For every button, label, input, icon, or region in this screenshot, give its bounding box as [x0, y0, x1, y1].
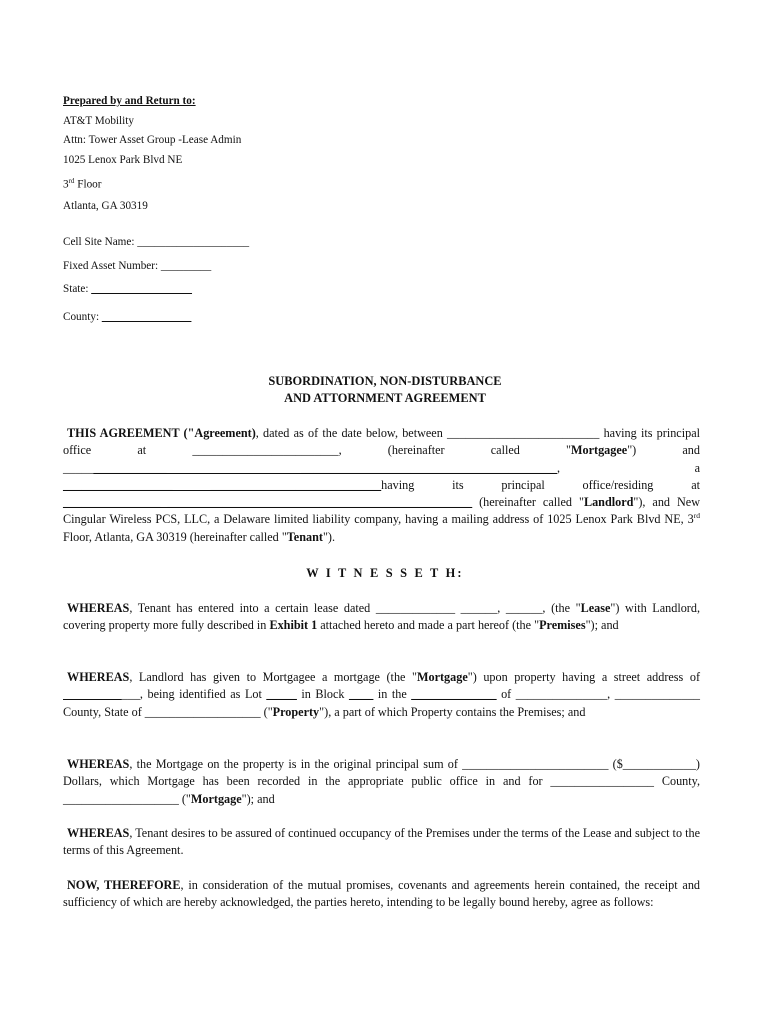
witnesseth-heading: W I T N E S S E T H:	[306, 566, 464, 580]
county-field: County: ________________	[63, 310, 192, 323]
agreement-title	[0, 373, 770, 407]
address-line-street: 1025 Lenox Park Blvd NE	[63, 153, 183, 166]
whereas-mortgage-paragraph: WHEREAS, Landlord has given to Mortgagee a mortgage (the "Mortgage") upon property having a street address of ___, being identified as Lot _____ in Block ____ in the ______________ of _______________, ______________ County, State of ___________________ ("Property"), a part of which Property contains the Premises; and	[63, 670, 701, 719]
title-line-2: AND ATTORNMENT AGREEMENT	[284, 391, 486, 405]
state-field: State: __________________	[63, 283, 192, 295]
address-line-attn: Attn: Tower Asset Group -Lease Admin	[63, 134, 242, 146]
address-line-floor: 3rd Floor	[63, 177, 102, 191]
address-line-city: Atlanta, GA 30319	[63, 200, 148, 213]
site-fields-block	[63, 233, 700, 331]
address-line-company: AT&T Mobility	[63, 114, 134, 127]
whereas-lease-paragraph: WHEREAS, Tenant has entered into a certain lease dated _____________ ______, ______, (the "Lease") with Landlord, covering property more fully described in Exhibit 1 attached hereto and made a part hereof (the "Premises"); and	[63, 601, 700, 633]
cell-site-name-field: Cell Site Name: ____________________	[63, 236, 250, 248]
whereas-occupancy-paragraph: WHEREAS, Tenant desires to be assured of continued occupancy of the Premises under the terms of the Lease and subject to the terms of this Agreement.	[63, 826, 700, 858]
whereas-principal-sum-paragraph: WHEREAS, the Mortgage on the property is in the original principal sum of ________________________ ($____________) Dollars, which Mortgage has been recorded in the appropriate public office in and for _________________ County, ___________________ ("Mortgage"); and	[63, 757, 700, 806]
title-line-1: SUBORDINATION, NON-DISTURBANCE	[268, 374, 502, 388]
now-therefore-paragraph: NOW, THEREFORE, in consideration of the mutual promises, covenants and agreements herein contained, the receipt and sufficiency of which are hereby acknowledged, the parties hereto, intending to be legally bound hereby, agree as follows:	[63, 878, 701, 910]
intro-paragraph: THIS AGREEMENT ("Agreement), dated as of the date below, between _________________________ having its principal office at ________________________, (hereinafter called "Mortgagee") and _________________ __________________________________________, a __________________ ____________________________having its principal office/residing at ________________ __________________________________________________ (hereinafter called "Landlord"), and New Cingular Wireless PCS, LLC, a Delaware limited liability company, having a mailing address of 1025 Lenox Park Blvd NE, 3rd Floor, Atlanta, GA 30319 (hereinafter called "Tenant").	[63, 426, 700, 544]
fixed-asset-number-field: Fixed Asset Number: _________	[63, 259, 212, 272]
return-address-block	[63, 92, 700, 217]
prepared-by-heading: Prepared by and Return to:	[63, 95, 196, 107]
